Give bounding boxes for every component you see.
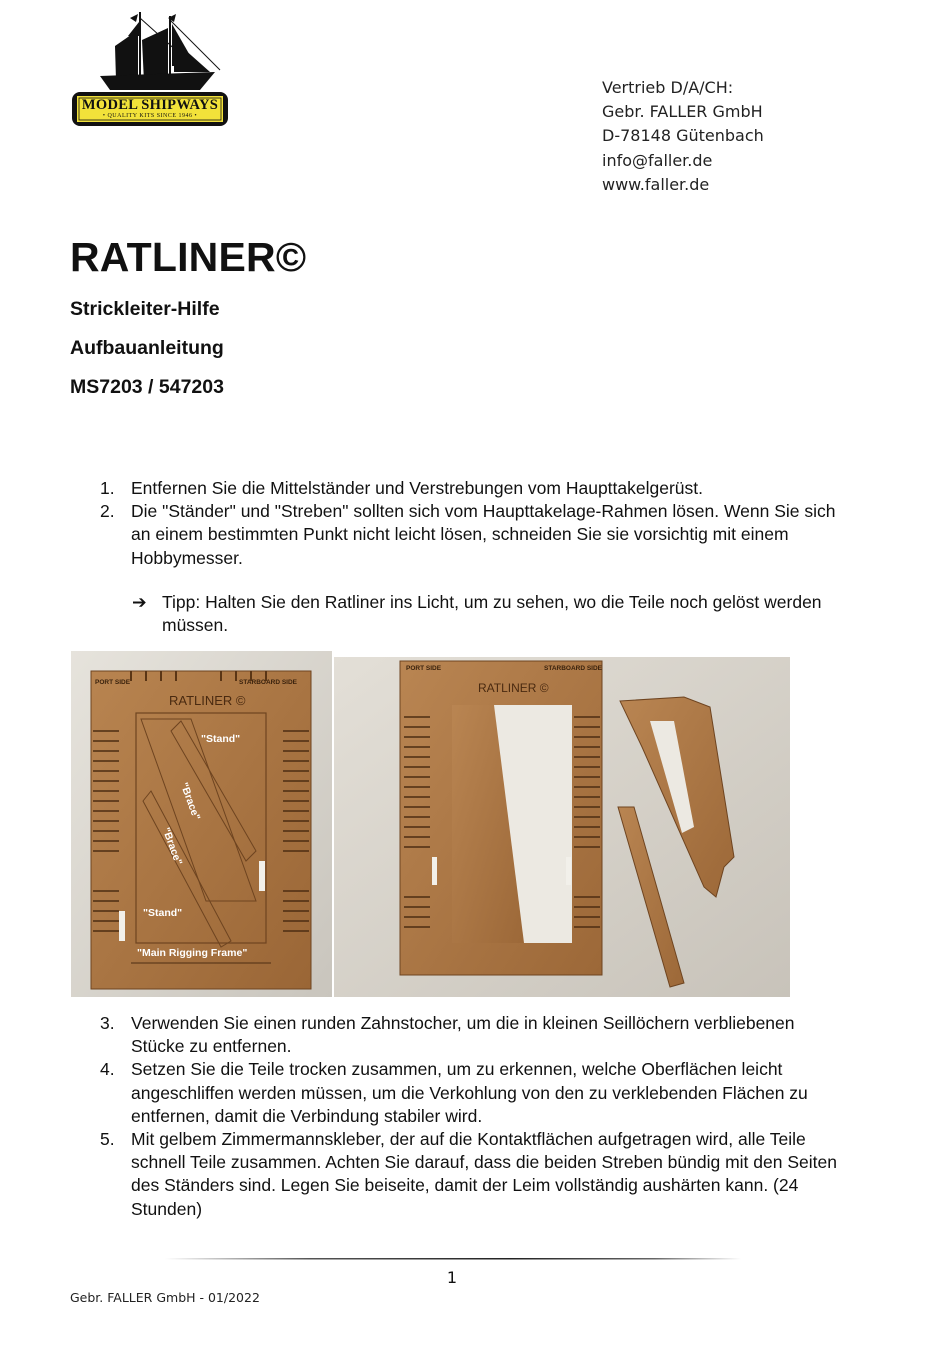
subtitle-instructions: Aufbauanleitung [70,337,224,359]
logo-brand-text: MODEL SHIPWAYS [81,97,219,113]
stand-label-top: "Stand" [201,733,241,745]
contact-line: D-78148 Gütenbach [602,126,764,146]
step-number: 2. [100,501,115,522]
instruction-list-part2 [70,1012,850,1221]
photo2-port-side-label: PORT SIDE [406,665,442,672]
stand-label-bottom: "Stand" [143,907,183,919]
document-title: RATLINER© [70,234,307,280]
step-text: Mit gelbem Zimmermannskleber, der auf die Kontaktflächen aufgetragen wird, alle Teile schnell Teile zusammen. Achten Sie darauf, dass die beiden Streben bündig mit den Seiten des Ständers sind. Legen Sie beiseite, damit der Leim vollständig aushärten kann. (24 Stunden) [131,1129,837,1219]
main-rigging-frame-label: "Main Rigging Frame" [137,947,248,959]
subtitle-article-number: MS7203 / 547203 [70,376,224,398]
instruction-list-part1 [70,477,850,570]
contact-line: Gebr. FALLER GmbH [602,102,763,122]
list-item [70,1058,850,1128]
step-text: Die "Ständer" und "Streben" sollten sich vom Haupttakelage-Rahmen lösen. Wenn Sie sich an einem bestimmten Punkt nicht leicht lösen, schneiden Sie sie vorsichtig mit einem Hobbymesser. [131,501,836,568]
photo1-port-side-label: PORT SIDE [95,679,131,686]
tip-text: Tipp: Halten Sie den Ratliner ins Licht, um zu sehen, wo die Teile noch gelöst werden müssen. [162,592,822,636]
step-text: Setzen Sie die Teile trocken zusammen, um zu erkennen, welche Oberflächen leicht angeschliffen werden müssen, um die Verkohlung von den zu verklebenden Flächen zu entfernen, damit die Verbindung stabiler wird. [131,1059,808,1126]
step-number: 5. [100,1129,115,1150]
list-item [70,1128,850,1221]
photo2-model-label: RATLINER © [478,681,549,695]
contact-block [602,76,764,197]
page-number: 1 [446,1268,458,1287]
photo-assembled-ratliner [71,651,332,997]
footer-divider [165,1258,741,1260]
step-number: 4. [100,1059,115,1080]
brace-label-2: "Brace" [159,826,185,867]
step-number: 1. [100,478,115,498]
photo1-model-label: RATLINER © [169,693,246,708]
photo1-starboard-side-label: STARBOARD SIDE [239,679,298,686]
list-item [70,500,850,570]
tip-note [132,591,822,637]
photo-separated-parts [334,657,790,997]
subtitle-product: Strickleiter-Hilfe [70,298,220,320]
logo-tagline-text: • QUALITY KITS SINCE 1946 • [102,113,198,119]
step-number: 3. [100,1013,115,1033]
list-item [70,1012,850,1058]
contact-email-link[interactable]: info@faller.de [602,150,713,170]
contact-line: Vertrieb D/A/CH: [602,78,734,97]
model-shipways-logo [70,10,230,132]
footer-company: Gebr. FALLER GmbH - 01/2022 [70,1290,260,1305]
step-text: Entfernen Sie die Mittelständer und Verstrebungen vom Haupttakelgerüst. [131,478,704,498]
list-item [70,477,850,500]
brace-label-1: "Brace" [177,781,203,822]
step-text: Verwenden Sie einen runden Zahnstocher, um die in kleinen Seillöchern verbliebenen Stücke zu entfernen. [131,1013,795,1057]
arrow-right-icon: ➔ [132,592,147,612]
photo2-starboard-side-label: STARBOARD SIDE [544,665,603,672]
contact-website-link[interactable]: www.faller.de [602,174,710,194]
